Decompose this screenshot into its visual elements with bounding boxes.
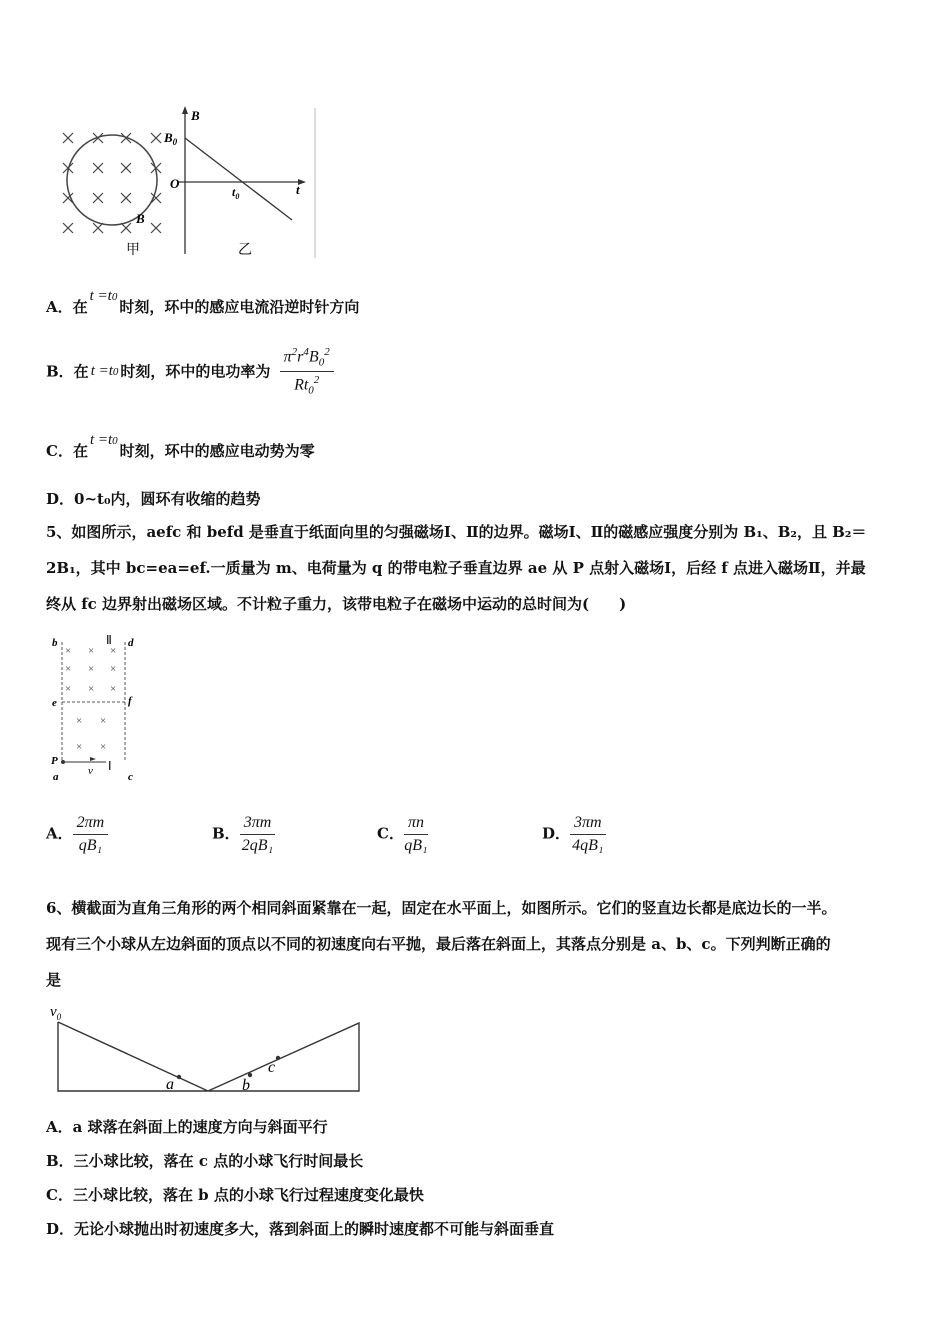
svg-text:×: × — [110, 683, 117, 695]
option-6b: B．三小球比较，落在 c 点的小球飞行时间最长 — [46, 1152, 364, 1170]
b0-label: $B_0$ — [164, 130, 178, 147]
ring-b-label: B — [136, 211, 145, 226]
label-c: c — [128, 771, 133, 783]
option-6d: D．无论小球抛出时初速度多大，落到斜面上的瞬时速度都不可能与斜面垂直 — [46, 1220, 555, 1238]
svg-text:×: × — [100, 741, 107, 753]
point-a — [177, 1075, 181, 1079]
option-5a: A． $\frac{2\pi m}{\text{qB₁}}$ — [46, 814, 108, 855]
svg-text:×: × — [76, 715, 83, 727]
svg-text:×: × — [88, 663, 95, 675]
label-b: b — [52, 637, 58, 649]
field-crosses — [63, 133, 161, 233]
svg-text:×: × — [110, 663, 117, 675]
label-a: a — [53, 771, 59, 783]
cross-grid — [63, 133, 161, 233]
point-c — [276, 1056, 280, 1060]
svg-text:×: × — [110, 645, 117, 657]
figure-ring-and-graph — [52, 104, 322, 264]
label-p: P — [51, 755, 58, 767]
crosses-region — [65, 645, 116, 753]
svg-text:×: × — [65, 645, 72, 657]
figure-inclines — [46, 1002, 366, 1098]
label-v0: $v_0$ — [50, 1004, 62, 1022]
option-6a: A．a 球落在斜面上的速度方向与斜面平行 — [46, 1118, 328, 1136]
svg-text:×: × — [65, 683, 72, 695]
origin-label: O — [170, 176, 180, 191]
caption-right: 乙 — [238, 243, 252, 258]
label-v: v — [88, 765, 93, 777]
b-t-line — [185, 138, 292, 220]
label-b: b — [242, 1077, 250, 1094]
figure-magnetic-regions — [46, 632, 146, 788]
svg-text:×: × — [88, 645, 95, 657]
option-4c: C．在t =t0时刻，环中的感应电动势为零 — [46, 432, 315, 460]
option-4b: B．在 t =t0 时刻，环中的电功率为 $\frac{\pi^2r^4B_0^2}{Rt_0^2}$ — [46, 346, 334, 396]
option-5d: D． $\frac{3\pi m}{\text{4qB₁}}$ — [542, 814, 606, 855]
label-a: a — [166, 1076, 174, 1093]
label-region-1: Ⅰ — [108, 759, 112, 773]
svg-text:×: × — [76, 741, 83, 753]
option-4a: A．在t =t0时刻，环中的感应电流沿逆时针方向 — [46, 288, 360, 316]
svg-text:×: × — [100, 715, 107, 727]
caption-left: 甲 — [126, 243, 140, 258]
question-5-stem: 5、如图所示，aefc 和 befd 是垂直于纸面向里的匀强磁场Ⅰ、Ⅱ的边界。磁场Ⅰ、Ⅱ的磁感应强度分别为 B₁、B₂，且 B₂＝ 2B₁，其中 bc=ea=ef.一质量为 m、电荷量为 q 的带电粒子垂直边界 ae 从 P 点射入磁场Ⅰ，后经 f 点进入磁场Ⅱ，并最 终从 fc 边界射出磁场区域。不计粒子重力，该带电粒子在磁场中运动的总时间为( ) — [46, 523, 867, 613]
power-fraction: $\frac{\pi^2r^4B_0^2}{Rt_0^2}$ — [280, 346, 334, 396]
axis-b-label: B — [191, 108, 200, 123]
t-axis-label: t — [296, 182, 300, 197]
t-equals-t0: t =t0 — [89, 288, 118, 304]
option-5b: B． $\frac{3\pi m}{\text{2qB₁}}$ — [212, 814, 275, 855]
t0-label: $t_0$ — [232, 185, 240, 201]
label-e: e — [52, 697, 57, 709]
label-c: c — [268, 1059, 276, 1076]
question-6-stem: 6、横截面为直角三角形的两个相同斜面紧靠在一起，固定在水平面上，如图所示。它们的竖直边长都是底边长的一半。 现有三个小球从左边斜面的顶点以不同的初速度向右平抛，最后落在斜面上，其落点分别是 a、b、c。下列判断正确的 是 — [46, 899, 837, 989]
svg-text:×: × — [88, 683, 95, 695]
label-region-2: Ⅱ — [106, 633, 112, 647]
option-4d: D．0~t₀内，圆环有收缩的趋势 — [46, 490, 261, 508]
label-d: d — [128, 637, 134, 649]
svg-text:×: × — [65, 663, 72, 675]
option-6c: C．三小球比较，落在 b 点的小球飞行过程速度变化最快 — [46, 1186, 424, 1204]
option-5c: C． $\frac{\pi n}{\text{qB₁}}$ — [377, 814, 428, 854]
label-f: f — [128, 695, 132, 707]
